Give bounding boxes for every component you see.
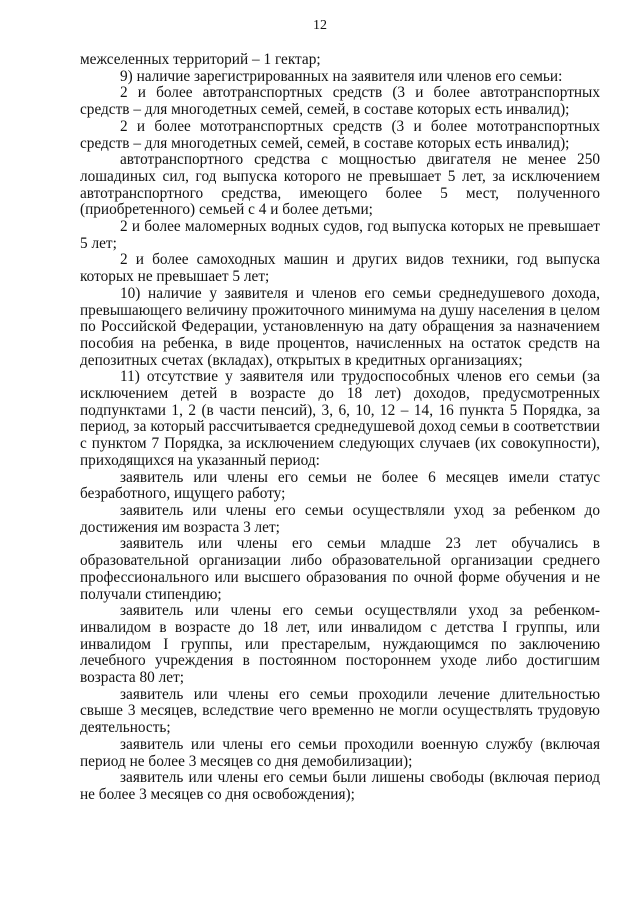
paragraph: заявитель или члены его семьи проходили военную службу (включая период не более 3 месяцев со дня демобилизации); (80, 735, 600, 770)
paragraph: заявитель или члены его семьи осуществляли уход за ребенком-инвалидом в возрасте до 18 лет, или инвалидом с детства I группы, или инвалидом I группы, или престарелым, нуждающимся по заключению лечебного учреждения в постоянном постороннем уходе либо достигшим возраста 80 лет; (80, 602, 600, 687)
paragraph: автотранспортного средства с мощностью двигателя не менее 250 лошадиных сил, год выпуска которого не превышает 5 лет, за исключением автотранспортного средства, имеющего более 5 мест, полученного (приобретенного) семьей с 4 и более детьми; (80, 151, 600, 219)
paragraph: заявитель или члены его семьи проходили лечение длительностью свыше 3 месяцев, вследствие чего временно не могли осуществлять трудовую деятельность; (80, 685, 600, 737)
paragraph: заявитель или члены его семьи младше 23 лет обучались в образовательной организации либо образовательной организации среднего профессионального или высшего образования по очной форме обучения и не получали стипендию; (80, 535, 600, 603)
paragraph: 2 и более мототранспортных средств (3 и более мототранспортных средств – для многодетных семей, семей, в составе которых есть инвалид); (80, 117, 600, 152)
paragraph: 10) наличие у заявителя и членов его семьи среднедушевого дохода, превышающего величину прожиточного минимума на душу населения в целом по Российской Федерации, установленную на дату обращения за назначением пособия на ребенка, в виде процентов, начисленных на остаток средств на депозитных счетах (вкладах), открытых в кредитных организациях; (80, 284, 600, 369)
paragraph: 2 и более самоходных машин и других видов техники, год выпуска которых не превышает 5 лет; (80, 251, 600, 286)
paragraph: заявитель или члены его семьи были лишены свободы (включая период не более 3 месяцев со дня освобождения); (80, 769, 600, 803)
page-number: 12 (313, 18, 327, 33)
paragraph: заявитель или члены его семьи осуществляли уход за ребенком до достижения им возраста 3 лет; (80, 501, 600, 536)
paragraph: заявитель или члены его семьи не более 6 месяцев имели статус безработного, ищущего работу; (80, 468, 600, 503)
paragraph: 2 и более маломерных водных судов, год выпуска которых не превышает 5 лет; (80, 218, 600, 252)
paragraph: 9) наличие зарегистрированных на заявителя или членов его семьи: (120, 67, 563, 85)
paragraph: межселенных территорий – 1 гектар; (80, 51, 321, 68)
paragraph: 2 и более автотранспортных средств (3 и более автотранспортных средств – для многодетных семей, семей, в составе которых есть инвалид); (80, 84, 600, 119)
document-body (80, 52, 600, 804)
paragraph: 11) отсутствие у заявителя или трудоспособных членов его семьи (за исключением детей в возрасте до 18 лет) доходов, предусмотренных подпунктами 1, 2 (в части пенсий), 3, 6, 10, 12 – 14, 16 пункта 5 Порядка, за период, за который рассчитывается среднедушевой доход семьи в соответствии с пунктом 7 Порядка, за исключением следующих случаев (их совокупности), приходящихся на указанный период: (80, 368, 600, 469)
